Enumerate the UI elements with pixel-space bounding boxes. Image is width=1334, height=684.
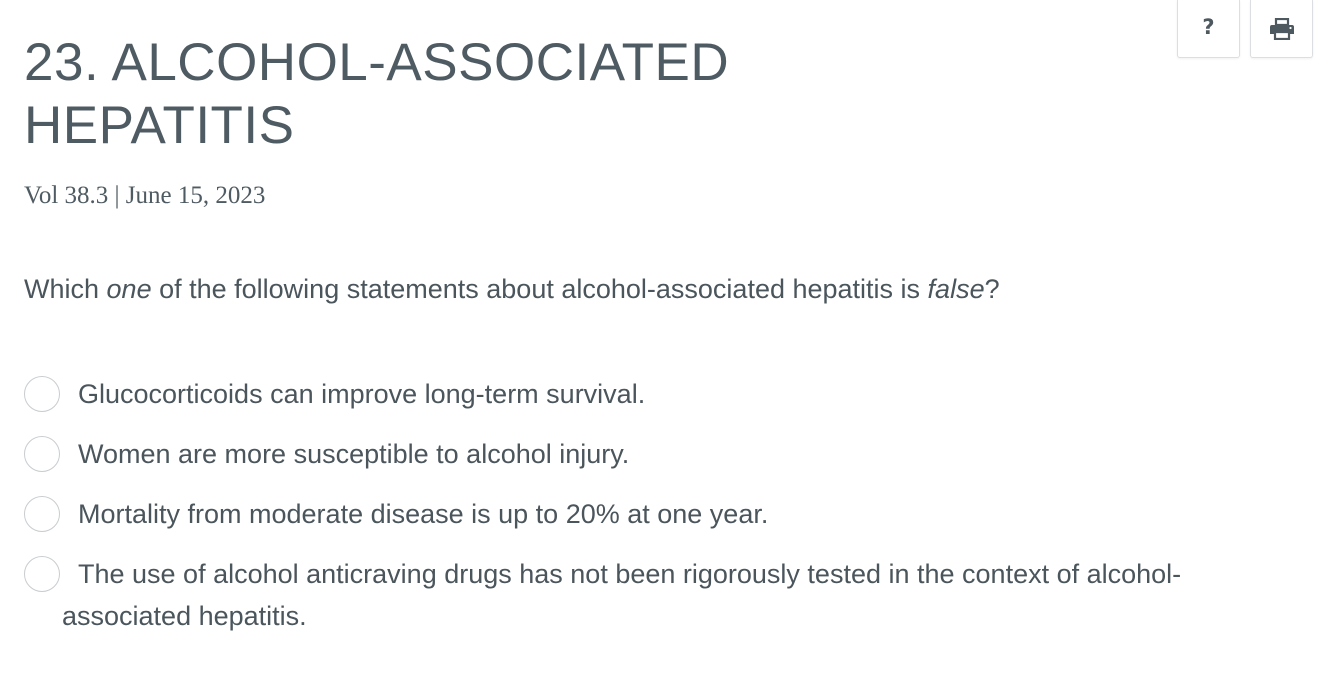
- question-suffix: ?: [984, 274, 1000, 304]
- question-middle: of the following statements about alcohol-associated hepatitis is: [151, 274, 928, 304]
- answer-option-label: Glucocorticoids can improve long-term survival.: [78, 379, 646, 409]
- answer-options: [24, 373, 1294, 655]
- radio-button[interactable]: [24, 436, 60, 472]
- question-emphasis-one: one: [106, 274, 152, 304]
- question-prefix: Which: [24, 274, 107, 304]
- answer-option[interactable]: [24, 433, 1294, 475]
- question-mark-icon: ?: [1202, 15, 1215, 39]
- question-text: [24, 270, 1000, 308]
- answer-option[interactable]: [24, 553, 1294, 637]
- answer-option[interactable]: [24, 373, 1294, 415]
- radio-button[interactable]: [24, 556, 60, 592]
- toolbar: [1177, 0, 1313, 58]
- answer-option-label: Mortality from moderate disease is up to 20% at one year.: [78, 499, 769, 529]
- question-emphasis-false: false: [927, 274, 985, 304]
- radio-button[interactable]: [24, 496, 60, 532]
- answer-option-label: The use of alcohol anticraving drugs has not been rigorously tested in the context of alcohol-associated hepatitis.: [62, 559, 1182, 631]
- print-button[interactable]: [1250, 0, 1313, 58]
- answer-option[interactable]: [24, 493, 1294, 535]
- radio-button[interactable]: [24, 376, 60, 412]
- printer-icon: [1269, 18, 1295, 40]
- issue-info: Vol 38.3 | June 15, 2023: [24, 182, 266, 209]
- help-button[interactable]: [1177, 0, 1240, 58]
- answer-option-label: Women are more susceptible to alcohol injury.: [78, 439, 630, 469]
- page-title: 23. ALCOHOL-ASSOCIATED HEPATITIS: [24, 33, 730, 155]
